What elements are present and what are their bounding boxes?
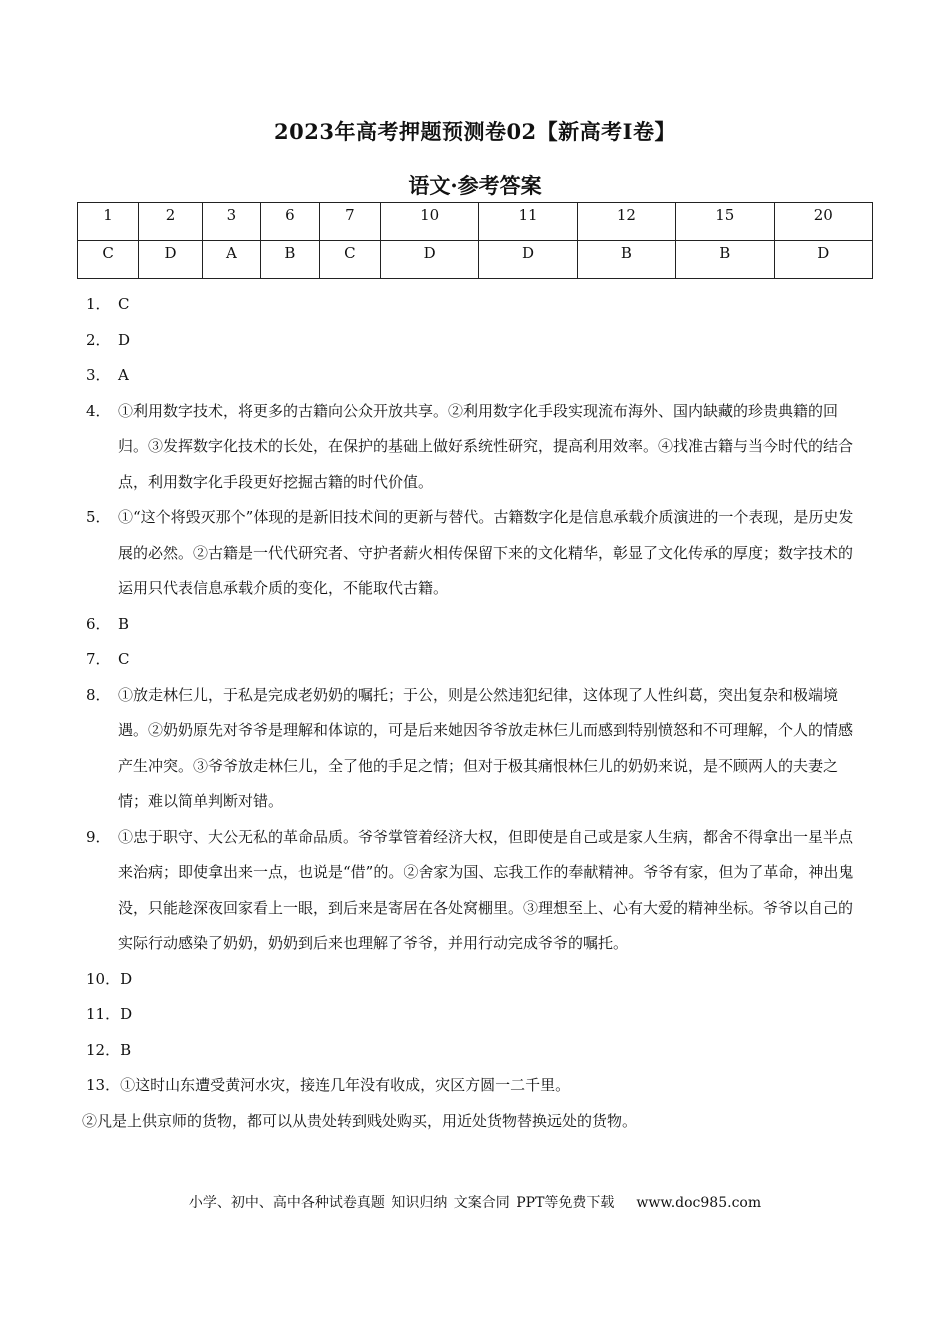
item-text: A (118, 366, 129, 384)
item-number: 9． (86, 827, 111, 846)
item-number: 12． (86, 1040, 121, 1059)
question-number-cell: 7 (319, 203, 380, 241)
answer-item-12 (86, 1033, 866, 1069)
item-text: C (118, 295, 130, 313)
answer-cell: B (260, 241, 319, 279)
question-number-cell: 12 (577, 203, 675, 241)
item-subtext: ②凡是上供京师的货物，都可以从贵处转到贱处购买，用近处货物替换远处的货物。 (82, 1111, 638, 1130)
item-text: ①利用数字技术，将更多的古籍向公众开放共享。②利用数字化手段实现流布海外、国内缺藏的珍贵典籍的回归。③发挥数字化技术的长处，在保护的基础上做好系统性研究，提高利用效率。④找准古籍与当今时代的结合点，利用数字化手段更好挖掘古籍的时代价值。 (118, 401, 854, 491)
question-number-cell: 10 (380, 203, 478, 241)
answer-item-8 (86, 678, 866, 820)
footer-url: www.doc985.com (636, 1195, 762, 1211)
answer-item-1 (86, 287, 866, 323)
answer-row (78, 241, 873, 279)
item-number: 11． (86, 1005, 121, 1023)
answer-item-2 (86, 323, 866, 359)
item-number: 8． (86, 685, 111, 704)
page-title: 2023年高考押题预测卷02【新高考I卷】 (274, 119, 676, 144)
item-number: 6． (86, 614, 111, 633)
item-number: 7． (86, 650, 111, 668)
answer-cell: D (479, 241, 577, 279)
item-text: B (120, 1040, 132, 1059)
question-number-cell: 2 (139, 203, 203, 241)
answer-item-9 (86, 820, 866, 962)
question-number-cell: 11 (479, 203, 577, 241)
question-number-cell: 15 (676, 203, 774, 241)
answer-cell: B (676, 241, 774, 279)
item-text: ①忠于职守、大公无私的革命品质。爷爷掌管着经济大权，但即使是自己或是家人生病，都舍不得拿出一星半点来治病；即使拿出来一点，也说是“借”的。②舍家为国、忘我工作的奉献精神。爷爷有家，但为了革命，神出鬼没，只能趁深夜回家看上一眼，到后来是寄居在各处窝棚里。③理想至上、心有大爱的精神坐标。爷爷以自己的实际行动感染了奶奶，奶奶到后来也理解了爷爷，并用行动完成爷爷的嘱托。 (118, 827, 854, 952)
answer-item-6 (86, 607, 866, 643)
answer-item-13 (82, 1068, 866, 1139)
item-text: D (120, 1005, 133, 1023)
answer-cell: C (319, 241, 380, 279)
item-text: ①“这个将毁灭那个”体现的是新旧技术间的更新与替代。古籍数字化是信息承载介质演进的一个表现，是历史发展的必然。②古籍是一代代研究者、守护者薪火相传保留下来的文化精华，彰显了文化传承的厚度；数字技术的运用只代表信息承载介质的变化，不能取代古籍。 (118, 508, 854, 597)
answer-cell: D (139, 241, 203, 279)
footer-text: 小学、初中、高中各种试卷真题 知识归纳 文案合同 PPT等免费下载 (188, 1195, 615, 1211)
answer-item-10 (86, 962, 866, 998)
item-number: 5． (86, 508, 111, 526)
item-number: 3． (86, 366, 111, 384)
question-number-cell: 3 (202, 203, 260, 241)
answer-item-11 (86, 997, 866, 1033)
question-number-row (78, 203, 873, 241)
answer-item-4 (86, 394, 866, 501)
answer-cell: D (774, 241, 872, 279)
item-number: 2． (86, 330, 111, 349)
question-number-cell: 20 (774, 203, 872, 241)
answer-cell: C (78, 241, 139, 279)
page-subtitle: 语文·参考答案 (408, 173, 542, 198)
answer-cell: D (380, 241, 478, 279)
item-number: 4． (86, 401, 111, 420)
item-text: B (118, 614, 130, 633)
item-text: D (120, 969, 133, 988)
item-text: D (118, 330, 131, 349)
answer-cell: A (202, 241, 260, 279)
answer-cell: B (577, 241, 675, 279)
item-text: ①放走林仨儿，于私是完成老奶奶的嘱托；于公，则是公然违犯纪律，这体现了人性纠葛，突出复杂和极端境遇。②奶奶原先对爷爷是理解和体谅的，可是后来她因爷爷放走林仨儿而感到特别愤怒和不可理解，个人的情感产生冲突。③爷爷放走林仨儿，全了他的手足之情；但对于极其痛恨林仨儿的奶奶来说，是不顾两人的夫妻之情；难以简单判断对错。 (118, 685, 854, 810)
item-text: ①这时山东遭受黄河水灾，接连几年没有收成，灾区方圆一二千里。 (120, 1076, 571, 1094)
item-number: 13． (86, 1076, 121, 1094)
item-number: 1． (86, 295, 111, 313)
item-number: 10． (86, 969, 121, 988)
answer-item-5 (86, 500, 866, 607)
question-number-cell: 1 (78, 203, 139, 241)
answer-list (82, 287, 866, 1139)
answer-item-3 (86, 358, 866, 394)
answer-item-7 (86, 642, 866, 678)
question-number-cell: 6 (260, 203, 319, 241)
item-text: C (118, 650, 130, 668)
page-footer (0, 1192, 950, 1212)
answer-table (77, 202, 873, 279)
